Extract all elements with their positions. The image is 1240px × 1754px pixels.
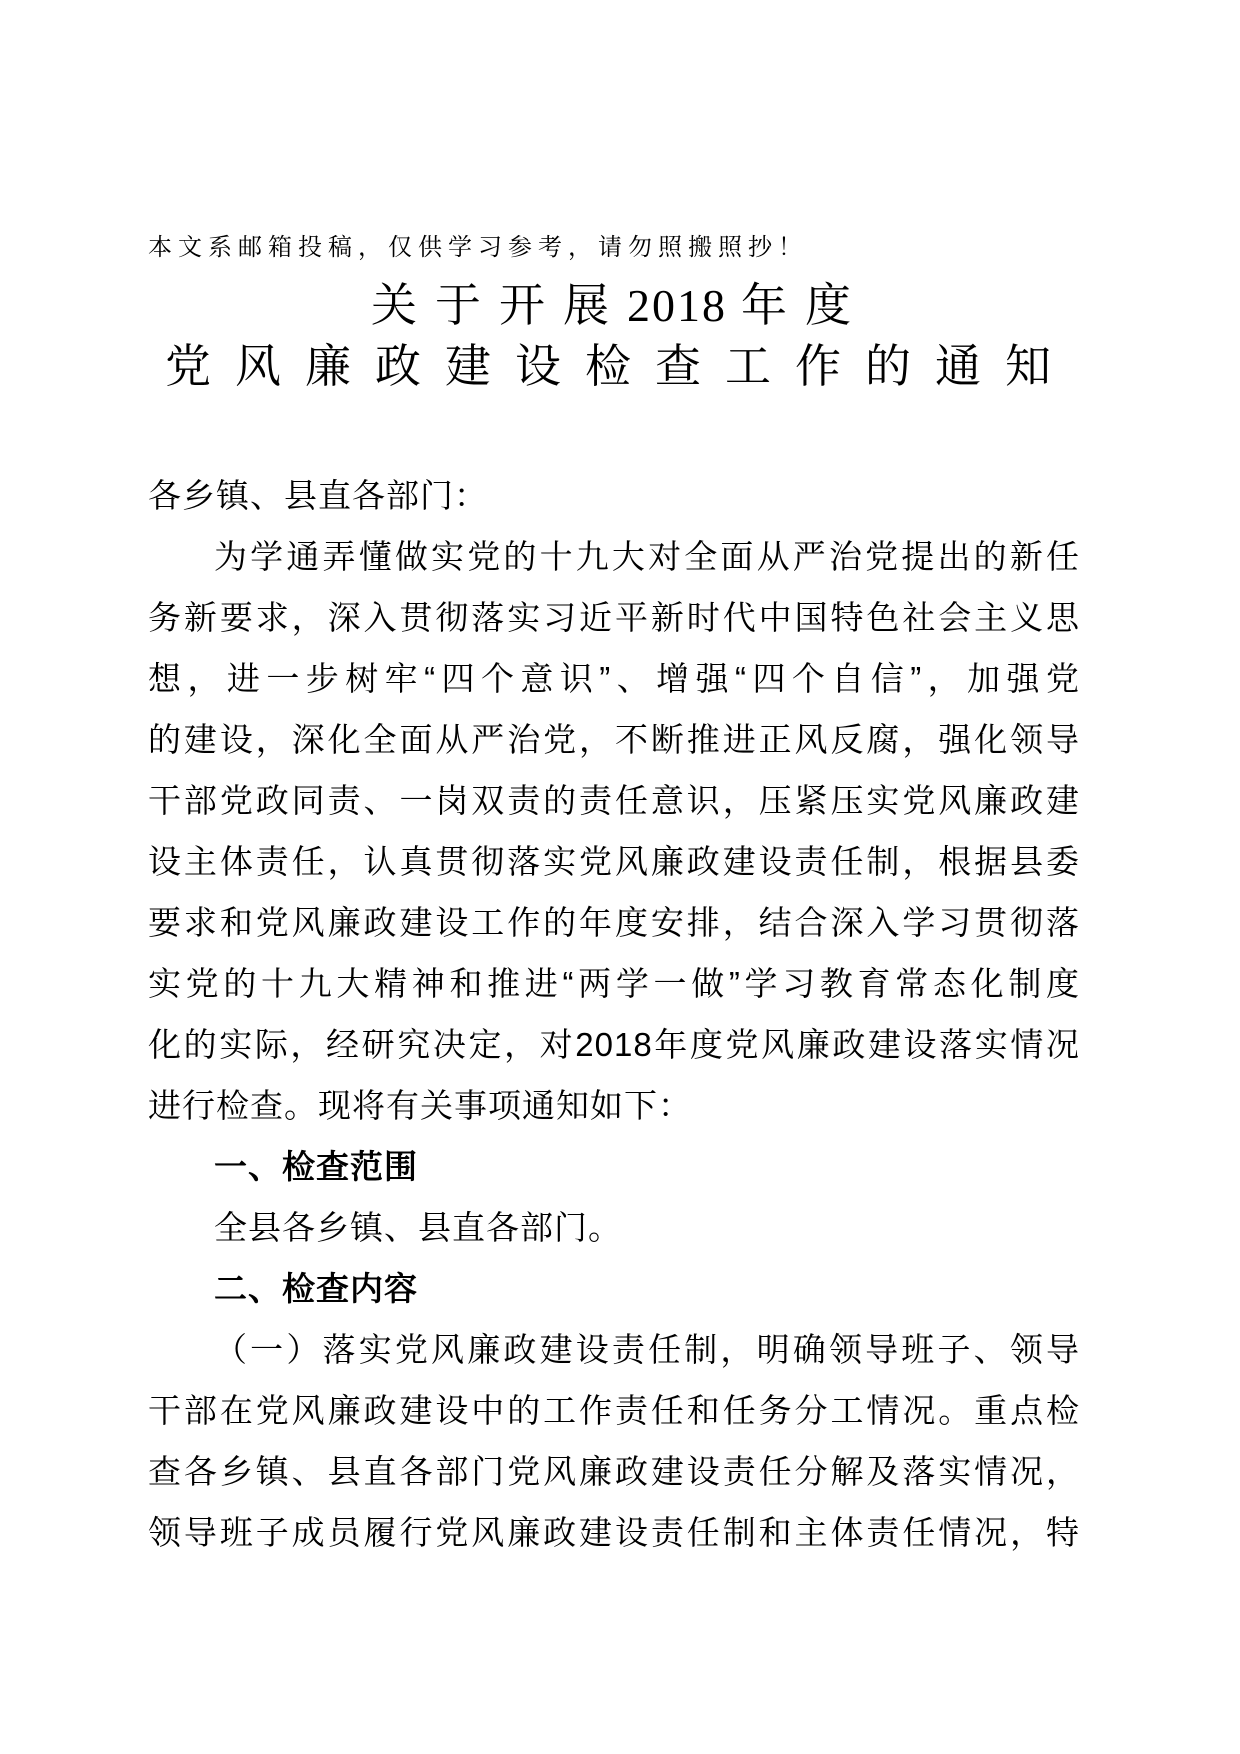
title-line1-prefix: 关于开展 [371,279,627,331]
body-line: 化的实际，经研究决定，对2018年度党风廉政建设落实情况 [148,1026,1080,1063]
body-line: 实党的十九大精神和推进“两学一做”学习教育常态化制度 [148,965,1080,1002]
body-line: 要求和党风廉政建设工作的年度安排，结合深入学习贯彻落 [148,904,1080,941]
body-line: 全县各乡镇、县直各部门。 [214,1209,622,1246]
section-heading-2: 二、检查内容 [214,1270,418,1307]
document-title-line-2: 党风廉政建设检查工作的通知 [165,340,1075,392]
body-line: 进行检查。现将有关事项通知如下： [148,1087,692,1124]
disclaimer-note: 本文系邮箱投稿，仅供学习参考，请勿照搬照抄！ [148,234,808,261]
document-title-line-1 [0,276,1240,335]
salutation-line: 各乡镇、县直各部门： [148,477,488,514]
title-line1-year: 2018 [627,280,727,331]
body-line: 的建设，深化全面从严治党，不断推进正风反腐，强化领导 [148,721,1080,758]
section-heading-1: 一、检查范围 [214,1148,418,1185]
body-line: 领导班子成员履行党风廉政建设责任制和主体责任情况，特 [148,1514,1080,1551]
document-body [148,465,1080,1563]
body-line: 干部在党风廉政建设中的工作责任和任务分工情况。重点检 [148,1392,1080,1429]
body-line: 想，进一步树牢“四个意识”、增强“四个自信”，加强党 [148,660,1080,697]
body-line: 设主体责任，认真贯彻落实党风廉政建设责任制，根据县委 [148,843,1080,880]
body-line: 干部党政同责、一岗双责的责任意识，压紧压实党风廉政建 [148,782,1080,819]
body-line: 为学通弄懂做实党的十九大对全面从严治党提出的新任 [214,538,1080,575]
title-line1-suffix: 年度 [741,279,869,331]
body-line: （一）落实党风廉政建设责任制，明确领导班子、领导 [214,1331,1080,1368]
body-line: 务新要求，深入贯彻落实习近平新时代中国特色社会主义思 [148,599,1080,636]
body-line: 查各乡镇、县直各部门党风廉政建设责任分解及落实情况， [148,1453,1080,1490]
